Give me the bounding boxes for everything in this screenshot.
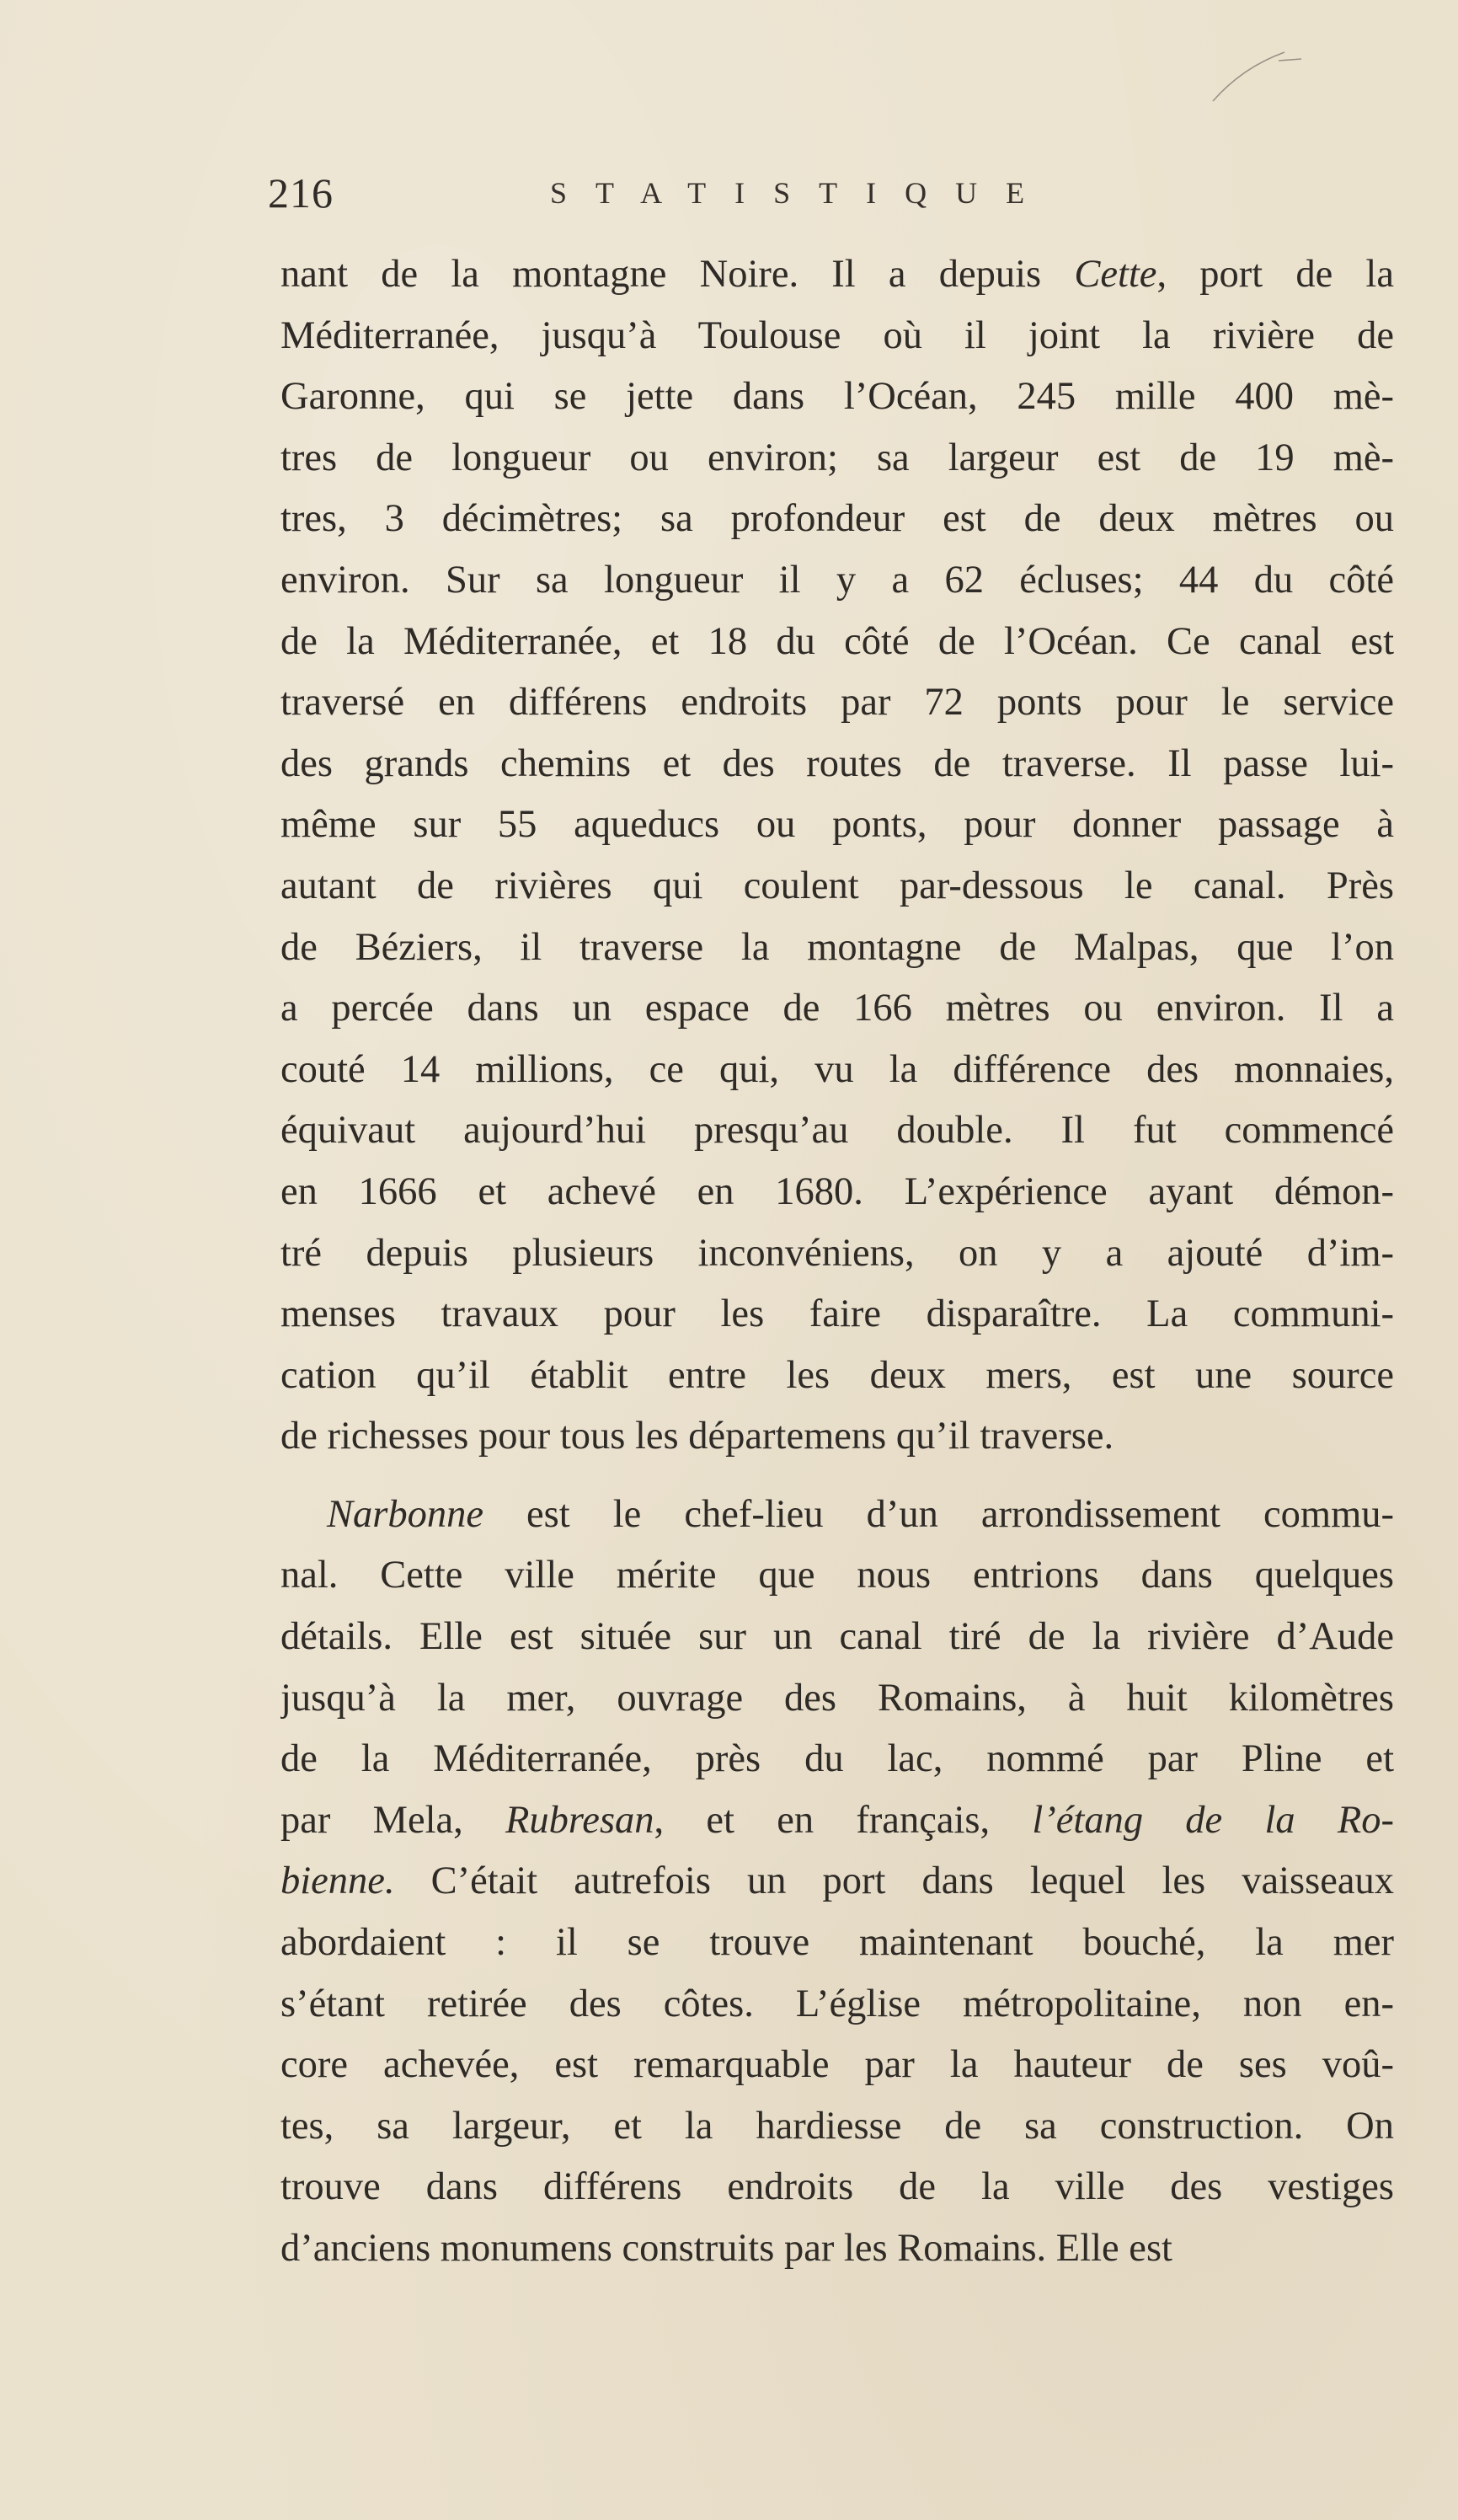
text-run: détails. Elle est située sur un canal tiré de la rivière d’Aude <box>280 1615 1394 1659</box>
text-run: même sur 55 aqueducs ou ponts, pour donner passage à <box>280 803 1394 847</box>
text-line <box>280 1223 1394 1285</box>
text-line <box>280 1100 1394 1162</box>
text-run: Méditerranée, jusqu’à Toulouse où il joint la rivière de <box>280 313 1394 357</box>
text-run: tres de longueur ou environ; sa largeur est de 19 mè- <box>280 436 1394 479</box>
text-line <box>280 1040 1394 1101</box>
text-line <box>280 978 1394 1040</box>
text-line <box>280 1346 1394 1407</box>
text-line <box>280 1668 1394 1730</box>
text-line <box>280 734 1394 795</box>
text-run: traversé en différens endroits par 72 ponts pour le service <box>280 681 1394 725</box>
italic-text: Narbonne <box>327 1492 483 1536</box>
text-run: abordaient : il se trouve maintenant bouché, la mer <box>280 1921 1394 1965</box>
text-line <box>280 1545 1394 1607</box>
text-run: trouve dans différens endroits de la ville des vestiges <box>280 2165 1394 2209</box>
text-line <box>280 672 1394 734</box>
text-run: nant de la montagne Noire. Il a depuis <box>280 253 1075 296</box>
text-run: par Mela, <box>280 1798 506 1842</box>
text-line <box>280 244 1394 306</box>
text-line <box>280 2096 1394 2158</box>
text-line <box>280 1913 1394 1974</box>
text-run: tré depuis plusieurs inconvéniens, on y a ajouté d’im- <box>280 1231 1394 1275</box>
text-line <box>280 1162 1394 1223</box>
text-run: de la Méditerranée, et 18 du côté de l’Océan. Ce canal est <box>280 619 1394 663</box>
text-run: jusqu’à la mer, ouvrage des Romains, à huit kilomètres <box>280 1676 1394 1720</box>
text-run: en 1666 et achevé en 1680. L’expérience ayant démon- <box>280 1169 1394 1213</box>
text-line <box>280 1974 1394 2036</box>
text-run: d’anciens monumens construits par les Romains. Elle est <box>280 2227 1172 2270</box>
running-head: STATISTIQUE <box>550 176 1054 210</box>
text-line <box>280 1851 1394 1913</box>
pencil-mark <box>1204 42 1306 110</box>
text-run: , et en français, <box>654 1798 1033 1842</box>
page-number: 216 <box>268 169 334 217</box>
text-line <box>280 428 1394 490</box>
text-line <box>280 1729 1394 1790</box>
text-line <box>280 1485 1394 1546</box>
text-run: , port de la <box>1156 253 1394 296</box>
text-run: menses travaux pour les faire disparaître. La communi- <box>280 1292 1394 1336</box>
text-run: C’était autrefois un port dans lequel les vaisseaux <box>394 1859 1394 1903</box>
text-run: couté 14 millions, ce qui, vu la différence des monnaies, <box>280 1047 1394 1091</box>
text-run: des grands chemins et des routes de traverse. Il passe lui- <box>280 741 1394 785</box>
text-line <box>280 612 1394 673</box>
text-run: s’étant retirée des côtes. L’église métropolitaine, non en- <box>280 1982 1394 2025</box>
text-run: de Béziers, il traverse la montagne de Malpas, que l’on <box>280 925 1394 969</box>
text-line <box>280 856 1394 918</box>
text-run: cation qu’il établit entre les deux mers, est une source <box>280 1353 1394 1397</box>
text-line <box>280 1607 1394 1668</box>
italic-text: Cette <box>1074 253 1157 296</box>
text-line <box>280 2218 1394 2280</box>
text-run: autant de rivières qui coulent par-dessous le canal. Près <box>280 864 1394 907</box>
text-run: tres, 3 décimètres; sa profondeur est de deux mètres ou <box>280 497 1394 541</box>
text-line <box>280 366 1394 428</box>
text-run: environ. Sur sa longueur il y a 62 écluses; 44 du côté <box>280 558 1394 602</box>
text-run: a percée dans un espace de 166 mètres ou environ. Il a <box>280 987 1394 1030</box>
italic-text: l’étang de la Ro- <box>1032 1798 1394 1842</box>
text-run: Garonne, qui se jette dans l’Océan, 245 mille 400 mè- <box>280 375 1394 419</box>
text-line <box>280 489 1394 550</box>
text-line <box>280 795 1394 856</box>
page-header <box>268 169 1397 227</box>
text-line <box>280 1284 1394 1346</box>
text-line <box>280 1406 1394 1468</box>
body-text <box>280 244 1394 2280</box>
text-line <box>280 1790 1394 1852</box>
text-run: core achevée, est remarquable par la hauteur de ses voû- <box>280 2043 1394 2087</box>
text-line <box>280 2035 1394 2096</box>
text-run: de richesses pour tous les départemens qu’il traverse. <box>280 1415 1114 1458</box>
text-line <box>280 2157 1394 2218</box>
text-line <box>280 918 1394 979</box>
text-run: tes, sa largeur, et la hardiesse de sa construction. On <box>280 2104 1394 2148</box>
text-run: équivaut aujourd’hui presqu’au double. Il fut commencé <box>280 1109 1394 1153</box>
text-line <box>280 306 1394 367</box>
italic-text: bienne. <box>280 1859 395 1903</box>
text-run: est le chef-lieu d’un arrondissement commu- <box>483 1492 1394 1536</box>
paragraph <box>280 1485 1394 2280</box>
paragraph <box>280 244 1394 1468</box>
italic-text: Rubresan <box>505 1798 654 1842</box>
paragraph-gap <box>280 1468 1394 1485</box>
text-run: nal. Cette ville mérite que nous entrions dans quelques <box>280 1554 1394 1597</box>
text-line <box>280 550 1394 612</box>
text-run: de la Méditerranée, près du lac, nommé par Pline et <box>280 1737 1394 1781</box>
